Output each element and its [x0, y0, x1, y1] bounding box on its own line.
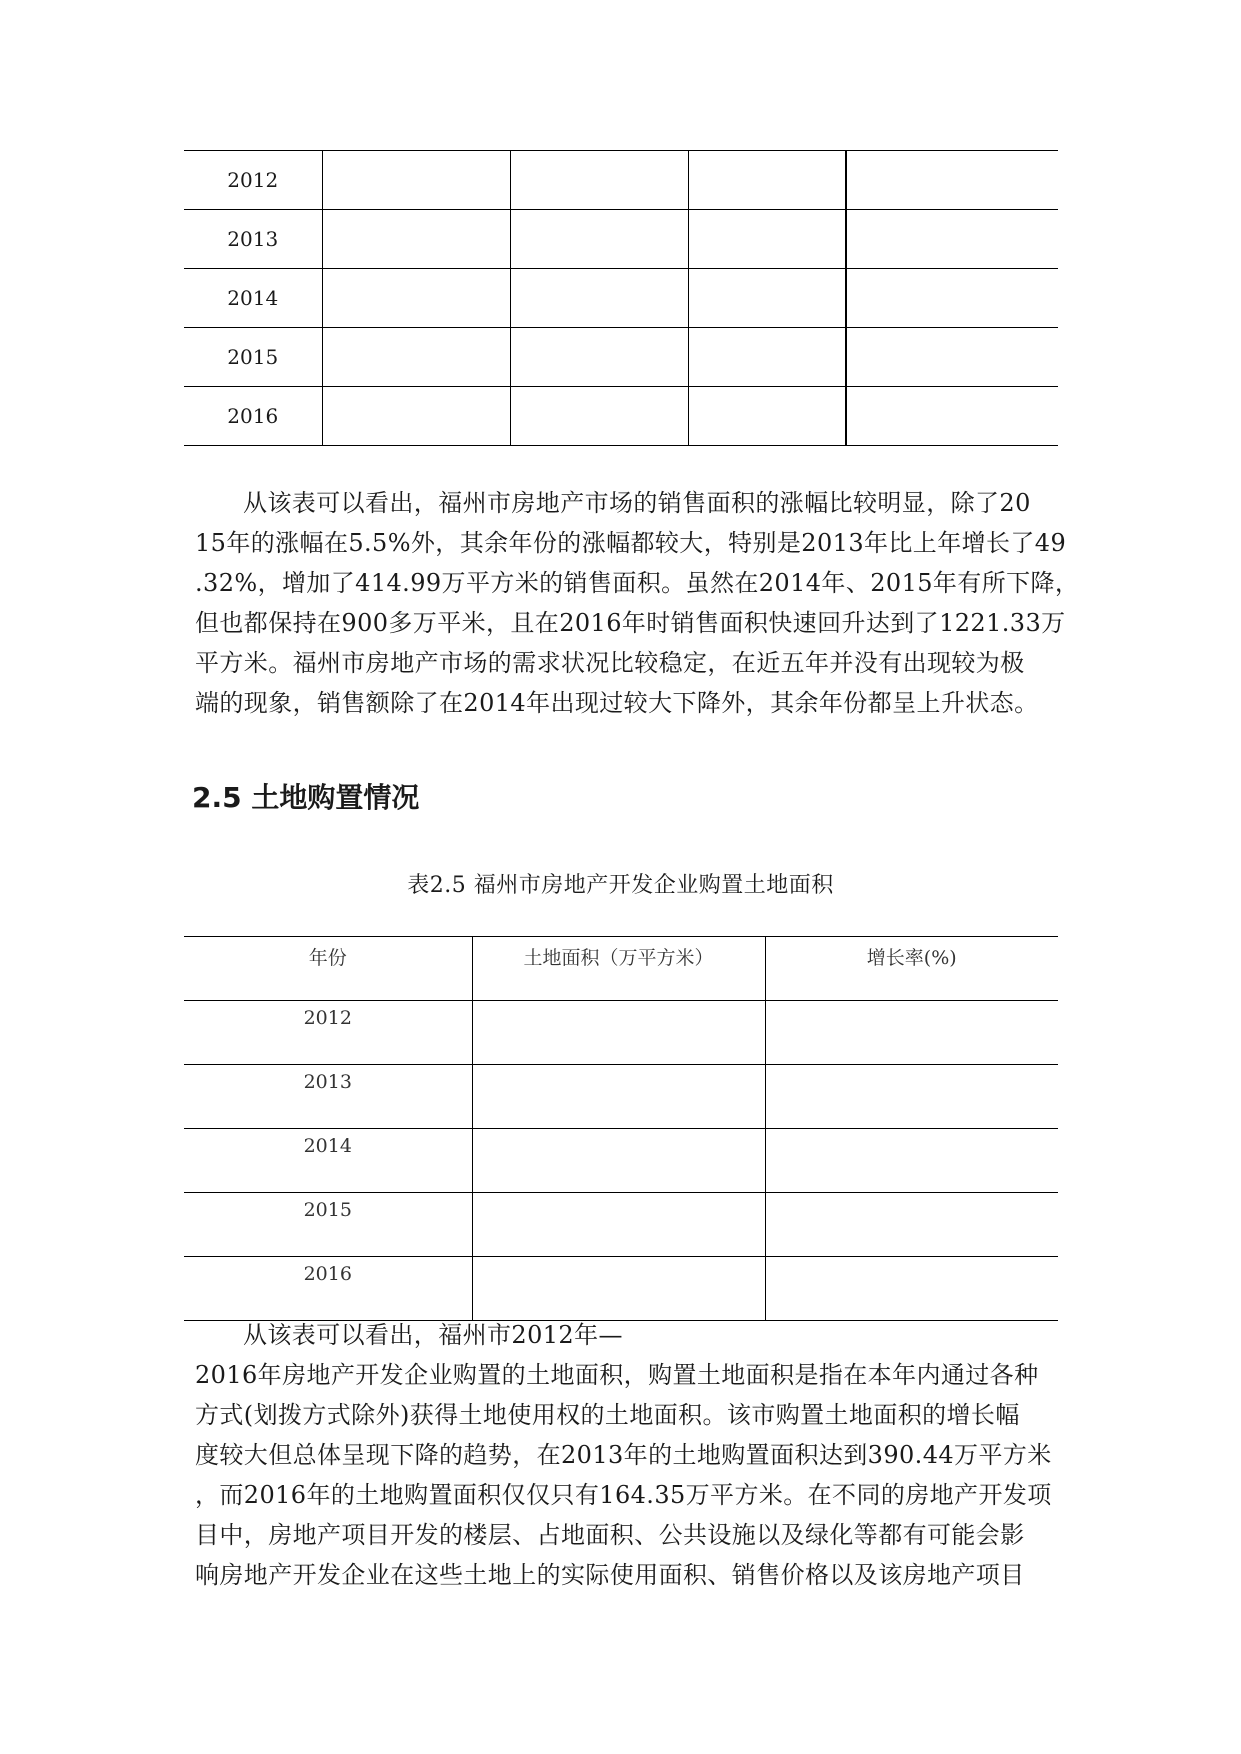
paragraph-line: 从该表可以看出，福州市房地产市场的销售面积的涨幅比较明显，除了20 — [243, 489, 1031, 517]
empty-cell — [322, 328, 510, 387]
column-header: 增长率(%) — [765, 937, 1058, 1001]
empty-cell — [472, 1065, 765, 1129]
empty-cell — [765, 1257, 1058, 1321]
empty-cell — [765, 1129, 1058, 1193]
empty-cell — [765, 1001, 1058, 1065]
paragraph-line: .32%，增加了414.99万平方米的销售面积。虽然在2014年、2015年有所下降， — [195, 569, 1080, 597]
table-row — [184, 1129, 1058, 1193]
land-analysis-paragraph — [195, 1315, 1057, 1595]
column-header: 土地面积（万平方米） — [472, 937, 765, 1001]
paragraph-line: 2016年房地产开发企业购置的土地面积，购置土地面积是指在本年内通过各种 — [195, 1361, 1039, 1389]
table-row — [184, 1001, 1058, 1065]
empty-cell — [510, 328, 688, 387]
year-cell: 2013 — [184, 1065, 472, 1129]
empty-cell — [510, 269, 688, 328]
year-cell: 2013 — [184, 210, 322, 269]
section-heading: 2.5 土地购置情况 — [192, 781, 420, 814]
paragraph-line: 度较大但总体呈现下降的趋势，在2013年的土地购置面积达到390.44万平方米 — [195, 1441, 1052, 1469]
paragraph-line: 从该表可以看出，福州市2012年— — [243, 1321, 623, 1349]
empty-cell — [472, 1129, 765, 1193]
paragraph-line: ，而2016年的土地购置面积仅仅只有164.35万平方米。在不同的房地产开发项 — [195, 1481, 1052, 1509]
table-row — [184, 387, 1058, 446]
year-cell: 2014 — [184, 1129, 472, 1193]
paragraph-line: 目中，房地产项目开发的楼层、占地面积、公共设施以及绿化等都有可能会影 — [195, 1521, 1025, 1549]
empty-cell — [322, 387, 510, 446]
paragraph-line: 端的现象，销售额除了在2014年出现过较大下降外，其余年份都呈上升状态。 — [195, 689, 1039, 717]
year-cell: 2014 — [184, 269, 322, 328]
year-cell: 2015 — [184, 1193, 472, 1257]
table-caption: 表2.5 福州市房地产开发企业购置土地面积 — [407, 873, 834, 898]
year-cell: 2016 — [184, 387, 322, 446]
empty-cell — [688, 269, 846, 328]
table-header-row — [184, 937, 1058, 1001]
empty-cell — [688, 210, 846, 269]
table-row — [184, 210, 1058, 269]
empty-cell — [688, 387, 846, 446]
empty-cell — [765, 1193, 1058, 1257]
paragraph-line: 方式(划拨方式除外)获得土地使用权的土地面积。该市购置土地面积的增长幅 — [195, 1401, 1020, 1429]
year-cell: 2012 — [184, 1001, 472, 1065]
paragraph-line: 但也都保持在900多万平米，且在2016年时销售面积快速回升达到了1221.33万 — [195, 609, 1066, 637]
empty-cell — [322, 151, 510, 210]
empty-cell — [472, 1001, 765, 1065]
empty-cell — [472, 1193, 765, 1257]
paragraph-line: 响房地产开发企业在这些土地上的实际使用面积、销售价格以及该房地产项目 — [195, 1561, 1025, 1589]
empty-cell — [846, 328, 1058, 387]
year-cell: 2015 — [184, 328, 322, 387]
empty-cell — [510, 210, 688, 269]
year-cell: 2012 — [184, 151, 322, 210]
empty-cell — [846, 269, 1058, 328]
table-row — [184, 151, 1058, 210]
paragraph-line: 15年的涨幅在5.5%外，其余年份的涨幅都较大，特别是2013年比上年增长了49 — [195, 529, 1067, 557]
year-cell: 2016 — [184, 1257, 472, 1321]
empty-cell — [472, 1257, 765, 1321]
sales-area-table-continued — [184, 150, 1058, 446]
empty-cell — [322, 210, 510, 269]
empty-cell — [322, 269, 510, 328]
empty-cell — [688, 151, 846, 210]
empty-cell — [846, 151, 1058, 210]
land-purchase-table — [184, 936, 1058, 1321]
empty-cell — [846, 210, 1058, 269]
table-row — [184, 1257, 1058, 1321]
paragraph-line: 平方米。福州市房地产市场的需求状况比较稳定，在近五年并没有出现较为极 — [195, 649, 1025, 677]
table-row — [184, 328, 1058, 387]
empty-cell — [510, 387, 688, 446]
empty-cell — [765, 1065, 1058, 1129]
empty-cell — [510, 151, 688, 210]
empty-cell — [688, 328, 846, 387]
table-row — [184, 1065, 1058, 1129]
column-header: 年份 — [184, 937, 472, 1001]
table-row — [184, 1193, 1058, 1257]
sales-analysis-paragraph — [195, 483, 1080, 723]
table-row — [184, 269, 1058, 328]
empty-cell — [846, 387, 1058, 446]
